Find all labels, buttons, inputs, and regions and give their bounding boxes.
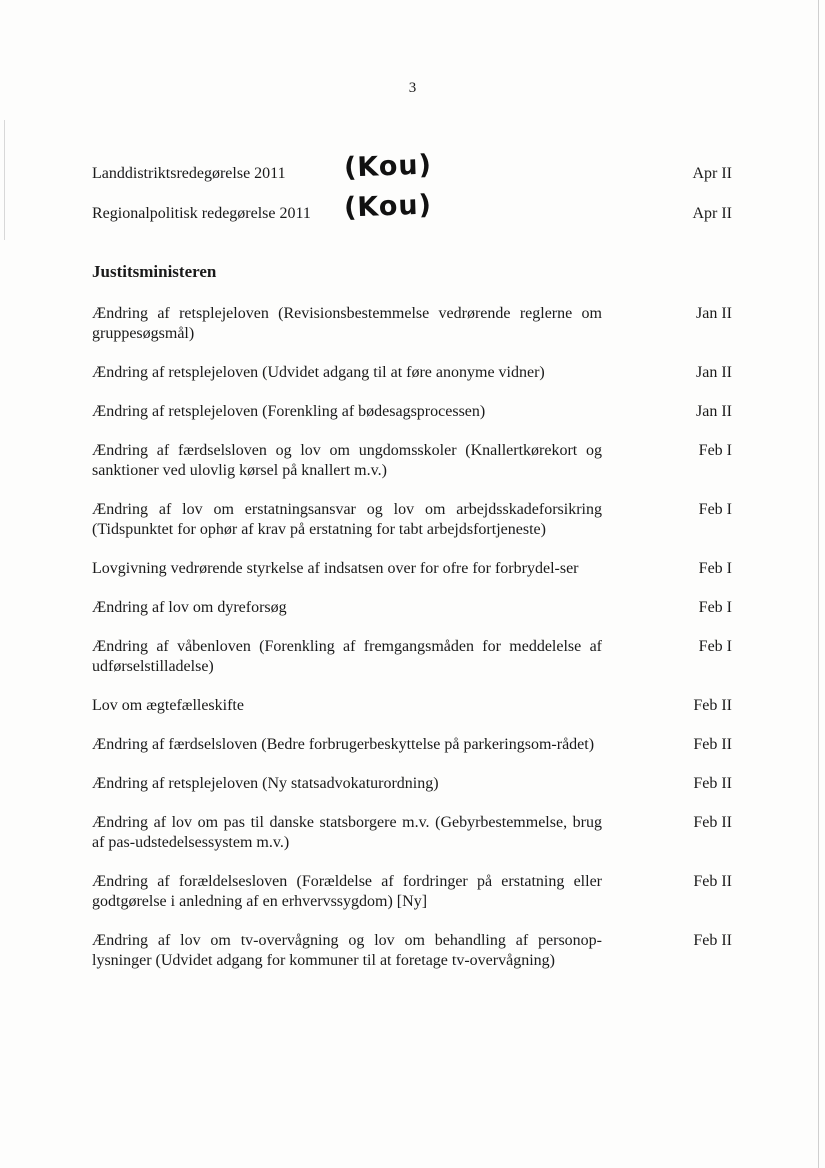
entry-date: Feb II	[693, 697, 732, 714]
entry-date: Feb II	[693, 775, 732, 792]
handwritten-note: (Kou)	[343, 149, 433, 184]
top-item-date: Apr II	[692, 165, 732, 182]
list-item	[92, 500, 732, 540]
list-item	[92, 813, 732, 853]
entry-date: Feb I	[698, 442, 732, 459]
list-item	[92, 598, 732, 618]
entry-date: Feb II	[693, 814, 732, 831]
entry-date: Feb I	[698, 638, 732, 655]
scan-edge-line-left	[4, 120, 5, 240]
entry-text: Ændring af retsplejeloven (Ny statsadvokaturordning)	[92, 775, 439, 792]
section-heading: Justitsministeren	[92, 262, 217, 281]
entry-date: Jan II	[696, 364, 732, 381]
page-number: 3	[408, 80, 417, 96]
entry-text: Ændring af lov om erstatningsansvar og lov om arbejdsskadeforsikring (Tidspunktet for ophør af krav på erstatning for tabt arbejdsfortjeneste)	[92, 501, 602, 538]
entry-text: Lov om ægtefælleskifte	[92, 697, 244, 714]
list-item	[92, 931, 732, 971]
top-item-date: Apr II	[692, 205, 732, 222]
entry-date: Feb I	[698, 560, 732, 577]
entry-text: Lovgivning vedrørende styrkelse af indsatsen over for ofre for forbrydel-ser	[92, 560, 579, 577]
list-item	[92, 774, 732, 794]
entry-date: Feb II	[693, 736, 732, 753]
entry-date: Jan II	[696, 403, 732, 420]
entry-text: Ændring af retsplejeloven (Revisionsbestemmelse vedrørende reglerne om gruppesøgsmål)	[92, 305, 602, 342]
entry-text: Ændring af lov om dyreforsøg	[92, 599, 287, 616]
list-item	[92, 696, 732, 716]
entry-date: Feb II	[693, 932, 732, 949]
entry-date: Feb II	[693, 873, 732, 890]
list-item	[92, 872, 732, 912]
entry-date: Feb I	[698, 599, 732, 616]
list-item	[92, 304, 732, 344]
entry-text: Ændring af lov om pas til danske statsborgere m.v. (Gebyrbestemmelse, brug af pas-udstedelsessystem m.v.)	[92, 814, 602, 851]
top-item-regionalpolitisk	[92, 189, 732, 229]
entry-date: Jan II	[696, 305, 732, 322]
entry-text: Ændring af lov om tv-overvågning og lov om behandling af personop-lysninger (Udvidet adgang for kommuner til at foretage tv-overvågning)	[92, 932, 602, 969]
entry-list	[92, 304, 732, 971]
entry-text: Ændring af våbenloven (Forenkling af fremgangsmåden for meddelelse af udførselstilladelse)	[92, 638, 602, 675]
list-item	[92, 441, 732, 481]
entry-text: Ændring af retsplejeloven (Forenkling af bødesagsprocessen)	[92, 403, 486, 420]
entry-text: Ændring af retsplejeloven (Udvidet adgang til at føre anonyme vidner)	[92, 364, 545, 381]
entry-text: Ændring af færdselsloven (Bedre forbrugerbeskyttelse på parkeringsom-rådet)	[92, 736, 595, 753]
list-item	[92, 637, 732, 677]
entry-date: Feb I	[698, 501, 732, 518]
entry-text: Ændring af forældelsesloven (Forældelse af fordringer på erstatning eller godtgørelse i anledning af en erhvervssygdom) [Ny]	[92, 873, 602, 910]
list-item	[92, 402, 732, 422]
entry-text: Ændring af færdselsloven og lov om ungdomsskoler (Knallertkørekort og sanktioner ved ulovlig kørsel på knallert m.v.)	[92, 442, 602, 479]
list-item	[92, 559, 732, 579]
top-item-title: Landdistriktsredegørelse 2011	[92, 165, 286, 182]
top-item-title: Regionalpolitisk redegørelse 2011	[92, 205, 311, 222]
list-item	[92, 735, 732, 755]
top-item-landdistrikt	[92, 149, 732, 189]
scan-edge-line	[818, 0, 819, 1168]
handwritten-note: (Kou)	[343, 189, 433, 224]
list-item	[92, 363, 732, 383]
